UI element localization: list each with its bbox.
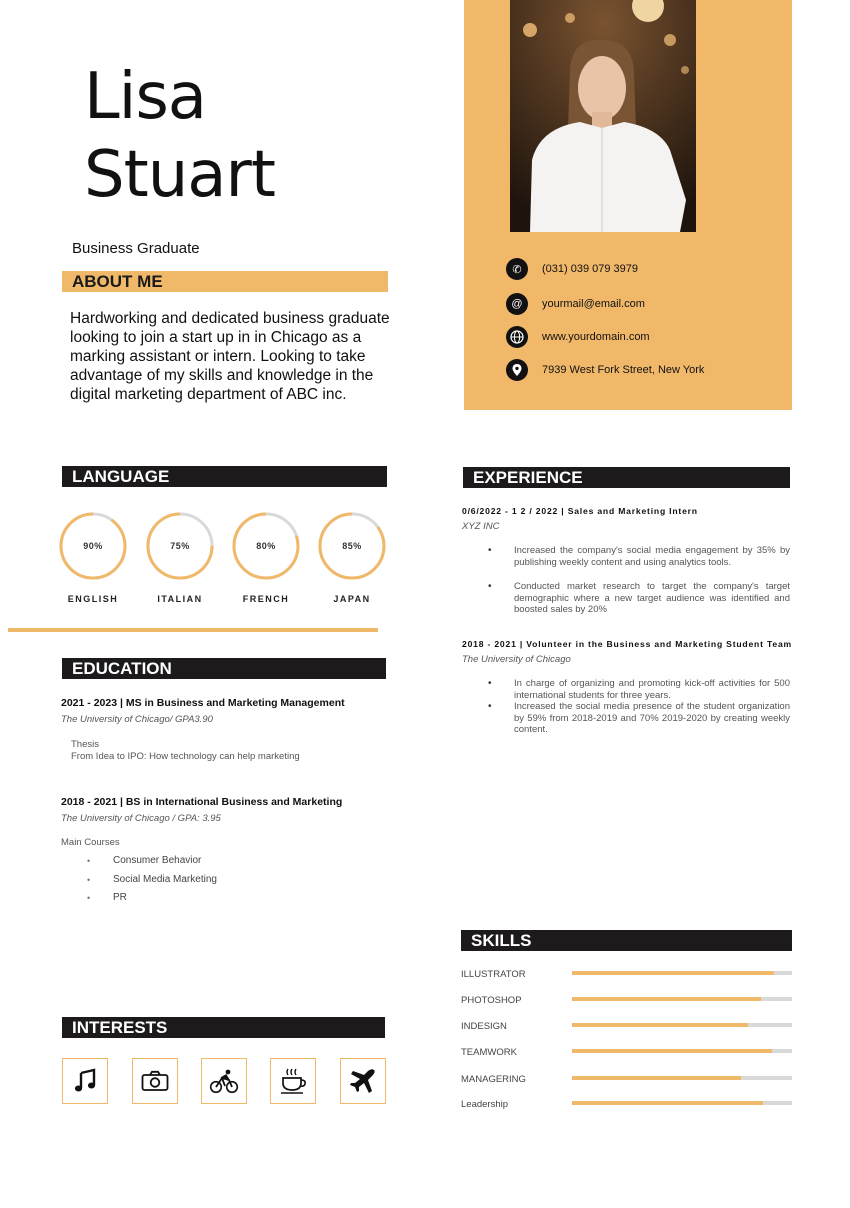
language-meter-french	[232, 512, 300, 580]
language-meter-japan	[318, 512, 386, 580]
thesis-label: Thesis	[71, 739, 99, 750]
skill-bar-fill	[572, 1076, 741, 1080]
language-percent: 90%	[83, 541, 103, 551]
list-item: • In charge of organizing and promoting kick-off activities for 500 international students for three years.	[462, 678, 790, 701]
last-name: Stuart	[84, 138, 275, 212]
skill-label: ILLUSTRATOR	[461, 969, 526, 980]
skill-label: TEAMWORK	[461, 1047, 517, 1058]
education-school: The University of Chicago/ GPA3.90	[61, 714, 213, 725]
skill-bar	[572, 1049, 792, 1053]
cycling-icon	[209, 1068, 239, 1094]
contact-address	[506, 359, 704, 381]
about-heading: ABOUT ME	[62, 271, 388, 292]
coffee-icon	[279, 1067, 307, 1095]
interests-heading: INTERESTS	[62, 1017, 385, 1038]
education-title: 2018 - 2021 | BS in International Business and Marketing	[61, 796, 343, 808]
education-entry	[61, 796, 342, 849]
list-item: • Increased the company's social media engagement by 35% by publishing weekly content and using analytics tools.	[462, 545, 790, 568]
phone-text: (031) 039 079 3979	[542, 263, 639, 275]
language-meter-italian	[146, 512, 214, 580]
about-text: Hardworking and dedicated business graduate looking to join a start up in in Chicago as a marking assistant or intern. Looking to take advantage of my skills and knowledge in the digital marketing department of ABC inc.	[70, 310, 390, 403]
job-title: Business Graduate	[72, 240, 200, 257]
language-name: JAPAN	[333, 594, 371, 604]
name-heading	[84, 58, 275, 214]
experience-heading: EXPERIENCE	[463, 467, 790, 488]
skill-bar	[572, 1076, 792, 1080]
education-school: The University of Chicago / GPA: 3.95	[61, 813, 221, 824]
interest-travel	[340, 1058, 386, 1104]
email-text[interactable]: yourmail@email.com	[542, 298, 645, 310]
interest-photography	[132, 1058, 178, 1104]
skill-bar-fill	[572, 1101, 763, 1105]
interest-music	[62, 1058, 108, 1104]
skill-bar-fill	[572, 1023, 748, 1027]
at-sign-icon: @	[506, 293, 528, 315]
skill-label: PHOTOSHOP	[461, 995, 522, 1006]
thesis-text: From Idea to IPO: How technology can help marketing	[71, 751, 300, 762]
website-text[interactable]: www.yourdomain.com	[542, 331, 650, 343]
skill-bar	[572, 971, 792, 975]
experience-entry	[462, 506, 698, 532]
language-percent: 80%	[256, 541, 276, 551]
profile-photo	[510, 0, 696, 232]
address-text: 7939 West Fork Street, New York	[542, 364, 705, 376]
language-meter-english	[59, 512, 127, 580]
courses-list	[61, 852, 217, 908]
interest-cycling	[201, 1058, 247, 1104]
courses-label: Main Courses	[61, 837, 120, 848]
skill-label: INDESIGN	[461, 1021, 507, 1032]
contact-phone	[506, 258, 638, 280]
camera-icon	[141, 1070, 169, 1092]
interest-coffee	[270, 1058, 316, 1104]
list-item: • Increased the social media presence of the student organization by 59% from 2018-2019 and 70% 2019-2020 by creating weekly content.	[462, 701, 790, 736]
skill-bar-fill	[572, 971, 774, 975]
experience-entry	[462, 639, 792, 665]
first-name: Lisa	[84, 60, 206, 134]
language-percent: 85%	[342, 541, 362, 551]
list-item: • PR	[61, 889, 217, 908]
globe-icon	[506, 326, 528, 348]
airplane-icon	[349, 1067, 377, 1095]
location-pin-icon	[506, 359, 528, 381]
section-divider	[8, 628, 378, 632]
language-heading: LANGUAGE	[62, 466, 387, 487]
language-percent: 75%	[170, 541, 190, 551]
skill-bar	[572, 1023, 792, 1027]
skill-bar	[572, 997, 792, 1001]
music-icon	[72, 1068, 98, 1094]
education-heading: EDUCATION	[62, 658, 386, 679]
language-name: ITALIAN	[157, 594, 203, 604]
language-name: FRENCH	[242, 594, 290, 604]
education-entry	[61, 697, 345, 763]
experience-bullets	[462, 678, 790, 736]
skill-bar-fill	[572, 997, 761, 1001]
language-name: ENGLISH	[67, 594, 119, 604]
experience-title: 2018 - 2021 | Volunteer in the Business and Marketing Student Team	[462, 639, 792, 649]
skill-bar	[572, 1101, 792, 1105]
skill-label: Leadership	[461, 1099, 509, 1110]
skill-label: MANAGERING	[461, 1074, 526, 1085]
contact-website	[506, 326, 650, 348]
skills-heading: SKILLS	[461, 930, 792, 951]
experience-title: 0/6/2022 - 1 2 / 2022 | Sales and Marketing Intern	[462, 506, 698, 516]
phone-icon: ✆	[506, 258, 528, 280]
experience-bullets	[462, 545, 790, 616]
contact-email	[506, 293, 645, 315]
skill-bar-fill	[572, 1049, 772, 1053]
list-item: • Social Media Marketing	[61, 871, 217, 890]
experience-company: The University of Chicago	[462, 654, 571, 665]
list-item: • Conducted market research to target the company's target demographic where a new target audience was identified and boosted sales by 20%	[462, 581, 790, 616]
experience-company: XYZ INC	[462, 521, 500, 532]
education-title: 2021 - 2023 | MS in Business and Marketing Management	[61, 697, 345, 709]
list-item: • Consumer Behavior	[61, 852, 217, 871]
